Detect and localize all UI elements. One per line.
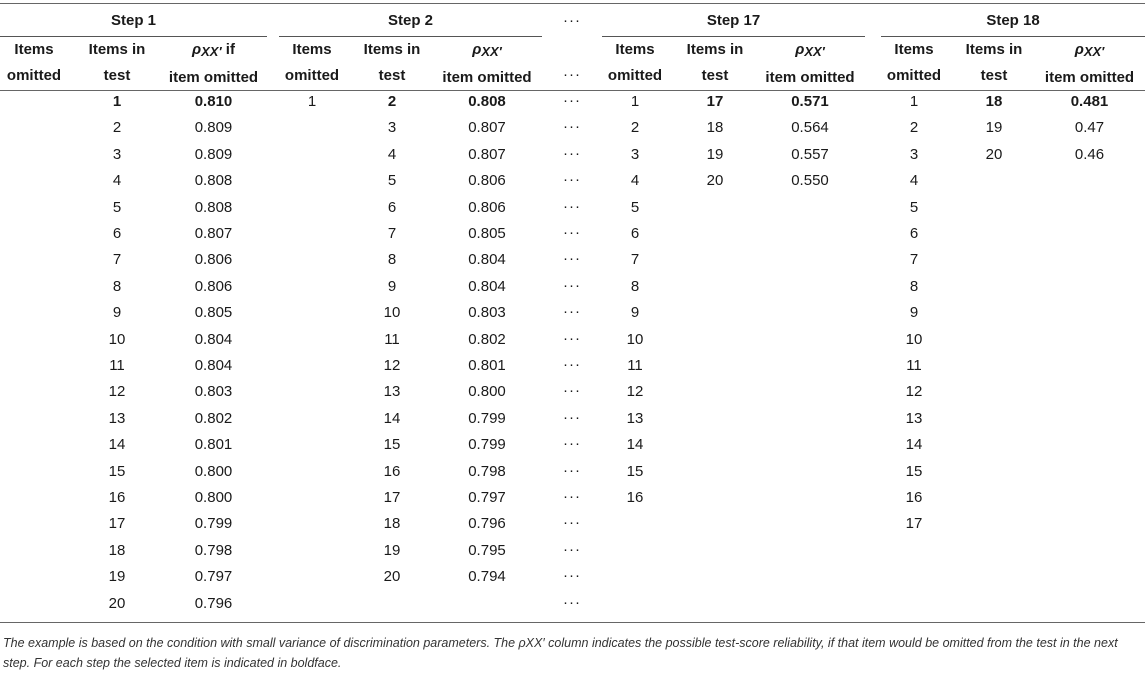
rho-cell: 0.799	[194, 515, 233, 533]
rho-cell: 0.802	[194, 409, 233, 427]
omitted-cell: 10	[905, 330, 923, 348]
item-cell: 7	[112, 251, 122, 269]
ellipsis-cell: ···	[563, 382, 581, 400]
header-items-in-test	[74, 37, 160, 89]
omitted-cell: 15	[905, 462, 923, 480]
item-cell: 19	[706, 145, 724, 163]
header-line: Items	[292, 41, 332, 58]
rho-cell: 0.797	[468, 489, 506, 506]
omitted-cell: 9	[909, 304, 919, 322]
step-title: Step 18	[986, 12, 1040, 29]
item-cell: 18	[383, 515, 401, 533]
omitted-cell: 1	[630, 93, 640, 110]
item-cell: 13	[383, 383, 401, 401]
rho-cell: 0.799	[468, 436, 506, 454]
item-cell: 2	[387, 93, 397, 110]
ellipsis-cell: ···	[563, 118, 581, 136]
ellipsis-cell: ···	[563, 488, 581, 505]
rho-cell: 0.805	[194, 304, 233, 322]
ellipsis-header: ···	[563, 12, 581, 29]
omitted-cell: 8	[630, 277, 640, 295]
rho-cell: 0.806	[194, 277, 233, 295]
header-line: omitted	[886, 67, 942, 84]
item-cell: 11	[109, 357, 125, 374]
rho-cell: 0.808	[468, 93, 506, 110]
rho-cell: 0.804	[468, 251, 506, 269]
header-items-omitted	[881, 37, 947, 89]
item-cell: 14	[108, 436, 126, 454]
header-rho	[160, 37, 267, 91]
ellipsis-cell: ···	[563, 461, 581, 479]
rho-cell: 0.800	[194, 489, 233, 506]
rho-cell: 0.808	[194, 172, 233, 190]
header-items-omitted	[279, 37, 345, 89]
header-items-in-test	[675, 37, 755, 89]
item-cell: 2	[112, 119, 122, 137]
header-line: ρXX′	[1074, 41, 1105, 59]
item-cell: 3	[112, 145, 122, 163]
header-line: omitted	[607, 67, 663, 84]
rho-cell: 0.810	[194, 93, 233, 110]
rho-cell: 0.804	[468, 277, 506, 295]
item-cell: 11	[384, 330, 400, 348]
header-line: item omitted	[765, 69, 855, 86]
header-line: omitted	[6, 67, 62, 84]
rho-cell: 0.804	[194, 330, 233, 348]
omitted-cell: 15	[626, 462, 644, 480]
omitted-cell: 1	[307, 93, 317, 110]
item-cell: 18	[108, 541, 126, 559]
omitted-cell: 2	[630, 119, 640, 137]
rho-cell: 0.804	[194, 357, 233, 374]
omitted-cell: 14	[626, 436, 644, 454]
header-line: item omitted	[168, 69, 259, 86]
rho-cell: 0.550	[791, 172, 829, 190]
item-cell: 20	[383, 568, 401, 586]
ellipsis-cell: ···	[563, 197, 581, 215]
ellipsis-cell: ···	[563, 356, 581, 373]
rho-cell: 0.802	[468, 330, 506, 348]
omitted-cell: 9	[630, 304, 640, 322]
rho-cell: 0.564	[791, 119, 829, 137]
item-cell: 12	[108, 383, 126, 401]
item-cell: 12	[383, 357, 401, 374]
header-line: ρXX′	[472, 41, 502, 59]
header-line: Items in	[965, 41, 1023, 58]
ellipsis-header: ···	[563, 66, 581, 83]
omitted-cell: 4	[630, 172, 640, 190]
header-items-in-test	[352, 37, 432, 89]
item-cell: 17	[383, 489, 401, 506]
item-cell: 19	[108, 568, 126, 586]
item-cell: 7	[387, 225, 397, 242]
rho-cell: 0.801	[194, 436, 233, 454]
header-line: Items	[615, 41, 655, 58]
item-cell: 16	[108, 489, 126, 506]
header-rho	[432, 37, 542, 91]
item-cell: 19	[383, 541, 401, 559]
omitted-cell: 13	[905, 409, 923, 427]
omitted-cell: 13	[626, 409, 644, 427]
header-line: Items	[14, 41, 54, 58]
rho-cell: 0.798	[468, 462, 506, 480]
rho-cell: 0.806	[194, 251, 233, 269]
ellipsis-cell: ···	[563, 329, 581, 347]
rho-cell: 0.47	[1074, 119, 1105, 137]
omitted-cell: 16	[626, 489, 644, 506]
rho-cell: 0.807	[194, 225, 233, 242]
omitted-cell: 14	[905, 436, 923, 454]
item-cell: 15	[383, 436, 401, 454]
item-cell: 5	[387, 172, 397, 190]
item-cell: 5	[112, 198, 122, 216]
header-line: test	[378, 67, 406, 84]
omitted-cell: 5	[630, 198, 640, 216]
header-line: ρXX′	[795, 41, 825, 59]
omitted-cell: 4	[909, 172, 919, 190]
header-rho	[755, 37, 865, 91]
item-cell: 1	[112, 93, 122, 110]
item-cell: 8	[112, 277, 122, 295]
rho-cell: 0.800	[468, 383, 506, 401]
step-title: Step 2	[387, 12, 433, 29]
item-cell: 3	[387, 119, 397, 137]
item-cell: 20	[706, 172, 724, 190]
header-line: item omitted	[1044, 69, 1135, 86]
header-rho	[1034, 37, 1145, 91]
rho-cell: 0.809	[194, 119, 233, 137]
item-cell: 19	[985, 119, 1003, 137]
item-cell: 9	[387, 277, 397, 295]
item-cell: 15	[108, 462, 126, 480]
item-cell: 20	[985, 145, 1003, 163]
item-cell: 16	[383, 462, 401, 480]
omitted-cell: 6	[630, 225, 640, 242]
header-line: test	[701, 67, 729, 84]
ellipsis-cell: ···	[563, 250, 581, 268]
item-cell: 6	[387, 198, 397, 216]
header-line: omitted	[284, 67, 340, 84]
header-line: Items in	[88, 41, 146, 58]
rho-cell: 0.799	[468, 409, 506, 427]
omitted-cell: 16	[905, 489, 923, 506]
item-cell: 18	[706, 119, 724, 137]
omitted-cell: 8	[909, 277, 919, 295]
omitted-cell: 12	[905, 383, 923, 401]
step-title: Step 17	[706, 12, 761, 29]
item-cell: 17	[108, 515, 126, 533]
rho-cell: 0.805	[468, 225, 506, 242]
header-line: test	[103, 67, 131, 84]
item-cell: 13	[108, 409, 126, 427]
omitted-cell: 5	[909, 198, 919, 216]
item-cell: 14	[383, 409, 401, 427]
omitted-cell: 10	[626, 330, 644, 348]
omitted-cell: 6	[909, 225, 919, 242]
header-items-in-test	[954, 37, 1034, 89]
item-cell: 10	[383, 304, 401, 322]
ellipsis-cell: ···	[563, 224, 581, 241]
rho-cell: 0.46	[1074, 145, 1105, 163]
rho-cell: 0.806	[468, 172, 506, 190]
omitted-cell: 3	[909, 145, 919, 163]
ellipsis-cell: ···	[563, 408, 581, 426]
ellipsis-cell: ···	[563, 92, 581, 109]
ellipsis-cell: ···	[563, 171, 581, 189]
rho-cell: 0.807	[468, 145, 506, 163]
step-title: Step 1	[110, 12, 156, 29]
item-cell: 4	[112, 172, 122, 190]
table-footnote: The example is based on the condition with small variance of discrimination parameters. The ρXX′ column indicates the possible test-score reliability, if that item would be omitted from the test in the next step. For each step the selected item is indicated in boldface.	[3, 636, 1118, 670]
rho-cell: 0.796	[468, 515, 506, 533]
item-cell: 10	[108, 330, 126, 348]
rho-cell: 0.557	[791, 145, 829, 163]
ellipsis-cell: ···	[563, 540, 581, 558]
ellipsis-cell: ···	[563, 144, 581, 162]
item-cell: 18	[985, 93, 1003, 110]
rho-cell: 0.571	[791, 93, 829, 110]
header-items-omitted	[602, 37, 668, 89]
rho-cell: 0.809	[194, 145, 233, 163]
ellipsis-cell: ···	[563, 435, 581, 453]
header-line: item omitted	[442, 69, 532, 86]
rho-cell: 0.794	[468, 568, 506, 586]
header-line: Items	[894, 41, 934, 58]
rho-cell: 0.801	[468, 357, 506, 374]
omitted-cell: 12	[626, 383, 644, 401]
item-cell: 4	[387, 145, 397, 163]
rho-cell: 0.800	[194, 462, 233, 480]
rho-cell: 0.797	[194, 568, 233, 586]
rho-cell: 0.808	[194, 198, 233, 216]
omitted-cell: 7	[909, 251, 919, 269]
omitted-cell: 2	[909, 119, 919, 137]
ellipsis-cell: ···	[563, 567, 581, 585]
ellipsis-cell: ···	[563, 514, 581, 532]
rho-cell: 0.481	[1070, 93, 1109, 110]
item-cell: 6	[112, 225, 122, 242]
omitted-cell: 1	[909, 93, 919, 110]
item-cell: 17	[706, 93, 724, 110]
table-bottom-rule	[0, 622, 1145, 623]
header-line: test	[980, 67, 1008, 84]
item-cell: 9	[112, 304, 122, 322]
omitted-cell: 7	[630, 251, 640, 269]
header-line: ρXX′ if	[192, 41, 235, 59]
item-cell: 20	[108, 594, 126, 612]
header-items-omitted	[0, 37, 68, 89]
omitted-cell: 3	[630, 145, 640, 163]
rho-cell: 0.795	[468, 541, 506, 559]
header-line: Items in	[686, 41, 744, 58]
header-line: Items in	[363, 41, 421, 58]
rho-cell: 0.798	[194, 541, 233, 559]
rho-cell: 0.803	[468, 304, 506, 322]
ellipsis-cell: ···	[563, 276, 581, 294]
rho-cell: 0.796	[194, 594, 233, 612]
omitted-cell: 11	[627, 357, 643, 374]
rho-cell: 0.806	[468, 198, 506, 216]
rho-cell: 0.807	[468, 119, 506, 137]
ellipsis-cell: ···	[563, 593, 581, 611]
omitted-cell: 11	[906, 357, 922, 374]
ellipsis-cell: ···	[563, 303, 581, 321]
item-cell: 8	[387, 251, 397, 269]
omitted-cell: 17	[905, 515, 923, 533]
rho-cell: 0.803	[194, 383, 233, 401]
